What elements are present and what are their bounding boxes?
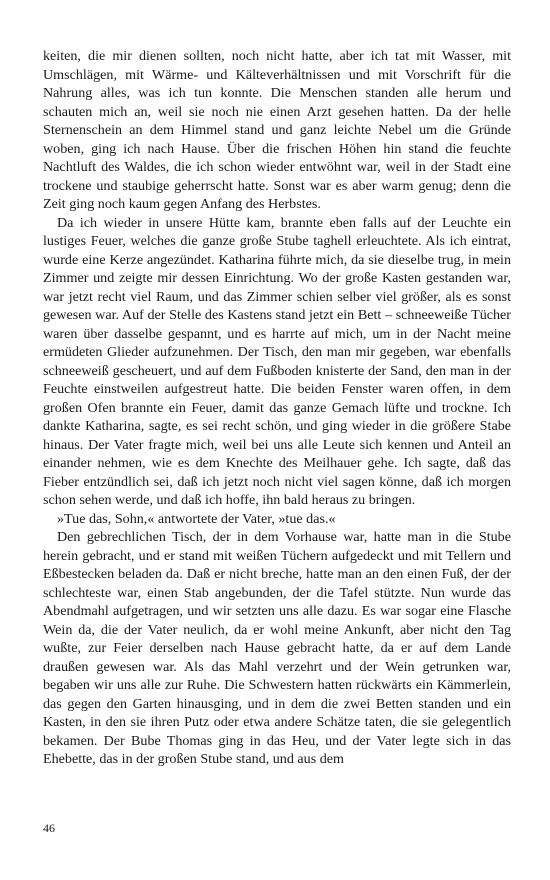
page-number: 46 xyxy=(43,821,55,835)
paragraph-3: »Tue das, Sohn,« antwortete der Vater, »tue das.« xyxy=(57,510,336,527)
paragraph-1: keiten, die mir dienen sollten, noch nicht hatte, aber ich tat mit Wasser, mit Umschlägen, mit Wärme- und Kälteverhältnissen und mit Vorschrift für die Nahrung alles, was ich tun konnte. Die Menschen standen alle herum und schauten mich an, weil sie noch nie einen Arzt gesehen hatten. Da der helle Sternenschein an dem Himmel stand und ganz leichte Nebel um die Gründe woben, ging ich nach Hause. Über die frischen Höhen hin stand die feuchte Nachtluft des Waldes, die ich schon wieder entwöhnt war, weil in der Stadt eine trockene und staubige geherrscht hatte. Sonst war es aber warm genug; denn die Zeit ging noch kaum gegen Anfang des Herbstes. xyxy=(43,48,511,212)
paragraph-4: Den gebrechlichen Tisch, der in dem Vorhause war, hatte man in die Stube herein gebracht, und er stand mit weißen Tüchern aufgedeckt und mit Tellern und Eßbestecken beladen da. Daß er nicht breche, hatte man an den einen Fuß, der der schlechteste war, einen Stab angebunden, der die Tafel stützte. Nun wurde das Abendmahl aufgetragen, und wir setzten uns alle dazu. Es war sogar eine Flasche Wein da, die der Vater neulich, da er wohl meine Ankunft, aber nicht den Tag wußte, zur Feier derselben nach Hause gebracht hatte, da er auf dem Lande draußen gewesen war. Als das Mahl verzehrt und der Wein getrunken war, begaben wir uns alle zur Ruhe. Die Schwestern hatten rückwärts ein Kämmerlein, das gegen den Garten hinausging, und in dem die zwei Betten standen und ein Kasten, in den sie ihren Putz oder etwa andere Schätze taten, die sie gelegentlich bekamen. Der Bube Thomas ging in das Heu, und der Vater legte sich in das Ehebette, das in der großen Stube stand, und aus dem xyxy=(43,529,511,767)
page-body xyxy=(43,47,511,769)
paragraph-2: Da ich wieder in unsere Hütte kam, brannte eben falls auf der Leuchte ein lustiges Feuer, welches die ganze große Stube taghell erleuchtete. Als ich eintrat, wurde eine Kerze angezündet. Katharina führte mich, da sie dieselbe trug, in mein Zimmer und zeigte mir dessen Einrichtung. Wo der große Kasten gestanden war, war jetzt recht viel Raum, und das Zimmer schien selber viel größer, als es sonst gewesen war. Auf der Stelle des Kastens stand jetzt ein Bett – schneeweiße Tücher waren über dasselbe gespannt, und es harrte auf mich, um in der Nacht meine ermüdeten Glieder aufzunehmen. Der Tisch, den man mir gegeben, war ebenfalls schneeweiß gescheuert, und auf dem Fußboden knisterte der Sand, den man in der Feuchte einstweilen aufgestreut hatte. Die beiden Fenster waren offen, in dem großen Ofen brannte ein Feuer, damit das ganze Gemach lüfte und trockne. Ich dankte Katharina, sagte, es sei recht schön, und ging wieder in die größere Stabe hinaus. Der Vater fragte mich, weil bei uns alle Leute sich kennen und Anteil an einander nehmen, wie es dem Knechte des Meilhauer gehe. Ich sagte, daß das Fieber entzündlich sei, daß ich jetzt noch nicht viel sagen könne, daß ich morgen schon sehen werde, und daß ich hoffe, ihn bald heraus zu bringen. xyxy=(43,214,511,508)
